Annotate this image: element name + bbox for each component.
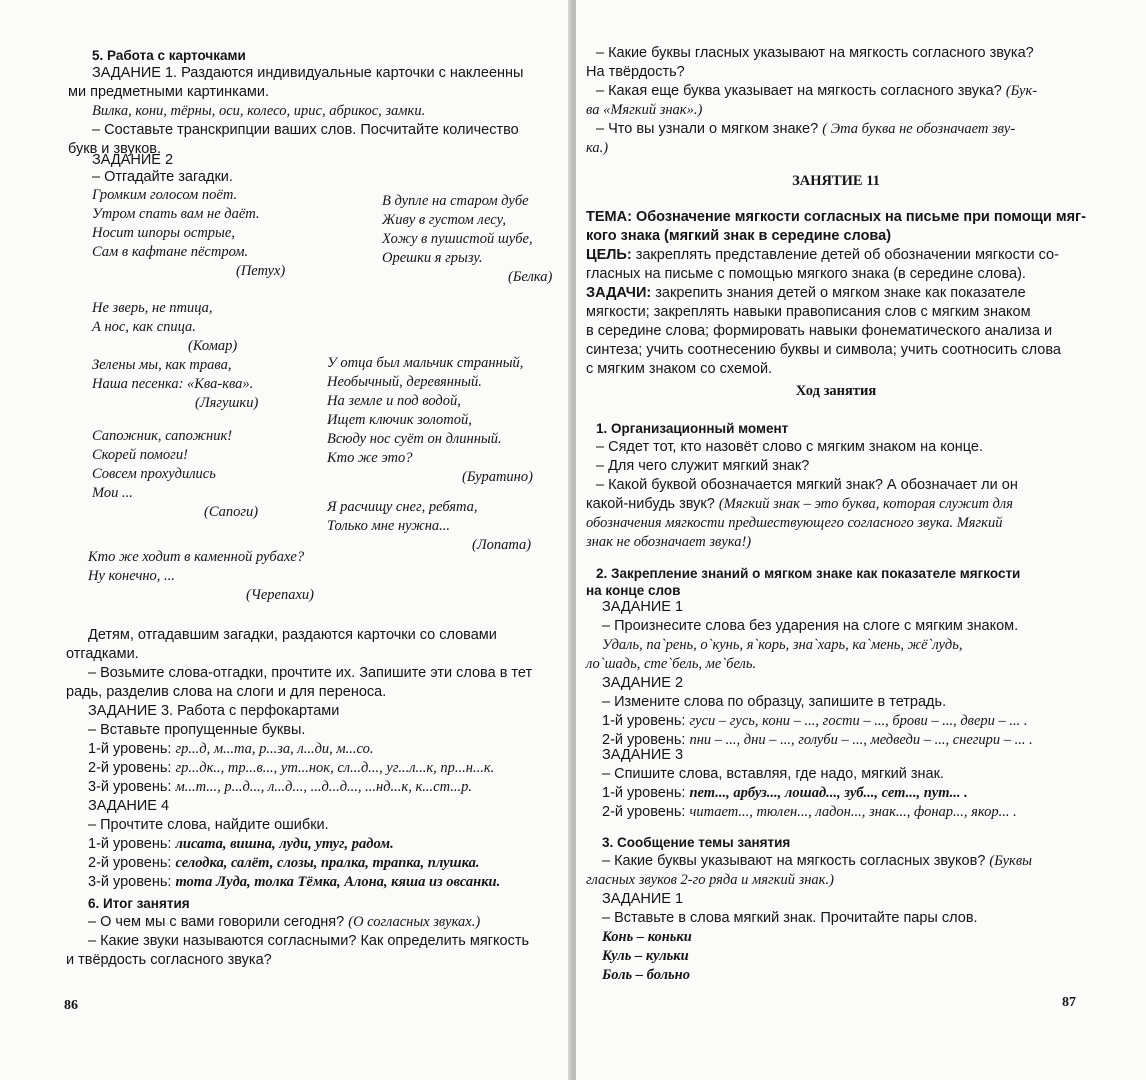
- question-3-line-2: ка.): [586, 140, 609, 156]
- para-cards-line-1: Детям, отгадавшим загадки, раздаются карточки со словами: [88, 627, 497, 643]
- task-3-level-2: 2-й уровень: гр...дк.., тр...в..., ут...нок, сл...д..., уг...л...к, пр...н...к.: [88, 760, 495, 776]
- word-pair: Куль – кульки: [602, 948, 689, 964]
- task-4-level-2: 2-й уровень: селодка, салёт, слозы, пралка, трапка, плушка.: [88, 855, 480, 871]
- lesson-progress-heading: Ход занятия: [795, 383, 877, 399]
- section-3-question-line-2: гласных звуков 2-го ряда и мягкий знак.): [586, 872, 834, 888]
- riddle-6-line: Совсем прохудились: [92, 466, 216, 482]
- task-3-title: ЗАДАНИЕ 3: [602, 747, 684, 763]
- goal-line-2: гласных на письме с помощью мягкого знака (в середине слова).: [586, 266, 1026, 282]
- topic-line-1: ТЕМА: Обозначение мягкости согласных на письме при помощи мяг-: [586, 209, 1086, 225]
- section-1-line: – Для чего служит мягкий знак?: [596, 458, 810, 474]
- task-1-words-line-2: ло`шадь, сте`бель, ме`бель.: [586, 656, 757, 672]
- objectives-line-5: с мягким знаком со схемой.: [586, 361, 773, 377]
- task-1-title: ЗАДАНИЕ 1: [602, 599, 684, 615]
- task-1b-instruction: – Вставьте в слова мягкий знак. Прочитайте пары слов.: [602, 910, 978, 926]
- task-1-line-1: ЗАДАНИЕ 1. Раздаются индивидуальные карточки с наклеенны: [92, 65, 524, 81]
- riddle-8-line: Кто же ходит в каменной рубахе?: [88, 549, 305, 565]
- task-1-words: Вилка, кони, тёрны, оси, колесо, ирис, абрикос, замки.: [92, 103, 426, 119]
- section-3-question-line-1: – Какие буквы указывают на мягкость согласных звуков? (Буквы: [602, 853, 1032, 869]
- objectives-line-1: ЗАДАЧИ: закрепить знания детей о мягком знаке как показателе: [586, 285, 1026, 301]
- task-2-instruction: – Измените слова по образцу, запишите в тетрадь.: [602, 694, 947, 710]
- task-1-line-4: букв и звуков.: [68, 141, 162, 157]
- task-1-words-line-1: Удаль, па`рень, о`кунь, я`корь, зна`харь, ка`мень, жё`лудь,: [602, 637, 963, 653]
- riddle-5-line: Кто же это?: [327, 450, 413, 466]
- para-write-line-2: радь, разделив слова на слоги и для переноса.: [66, 684, 387, 700]
- left-page: [0, 0, 572, 1080]
- question-1-line-2: На твёрдость?: [586, 64, 685, 80]
- task-4-title: ЗАДАНИЕ 4: [88, 798, 170, 814]
- task-3-level-3: 3-й уровень: м...т..., р...д..., л...д..., ...д...д..., ...нд...к, к...ст...р.: [88, 779, 472, 795]
- riddle-1-line: Сам в кафтане пёстром.: [92, 244, 249, 260]
- lesson-title: ЗАНЯТИЕ 11: [792, 173, 880, 189]
- riddle-8-line: Ну конечно, ...: [88, 568, 175, 584]
- right-page: [576, 0, 1146, 1080]
- riddle-2-line: В дупле на старом дубе: [382, 193, 529, 209]
- section-1-line: знак не обозначает звука!): [586, 534, 752, 550]
- task-3-instruction: – Вставьте пропущенные буквы.: [88, 722, 306, 738]
- riddle-6-line: Скорей помоги!: [92, 447, 188, 463]
- question-3-line-1: – Что вы узнали о мягком знаке? ( Эта буква не обозначает зву-: [596, 121, 1016, 137]
- riddle-1-line: Громким голосом поёт.: [92, 187, 238, 203]
- section-6-title: 6. Итог занятия: [88, 896, 190, 911]
- section-1-title: 1. Организационный момент: [596, 421, 789, 436]
- task-3-level-1: 1-й уровень: пет..., арбуз..., лошад..., зуб..., сет..., пут... .: [602, 785, 968, 801]
- section-3-title: 3. Сообщение темы занятия: [602, 835, 791, 850]
- riddle-1-answer: (Петух): [236, 263, 286, 279]
- task-2-level-2: 2-й уровень: пни – ..., дни – ..., голуби – ..., медведи – ..., снегири – ... .: [602, 732, 1033, 748]
- summary-question-1: – О чем мы с вами говорили сегодня? (О согласных звуках.): [88, 914, 481, 930]
- task-4-level-1: 1-й уровень: лисата, вишна, луди, утуг, радом.: [88, 836, 394, 852]
- section-2-title-line-1: 2. Закрепление знаний о мягком знаке как показателе мягкости: [596, 566, 1021, 581]
- riddle-4-line: Наша песенка: «Ква-ква».: [92, 376, 254, 392]
- section-1-line: – Сядет тот, кто назовёт слово с мягким знаком на конце.: [596, 439, 984, 455]
- riddle-2-line: Орешки я грызу.: [382, 250, 483, 266]
- task-2-instruction: – Отгадайте загадки.: [92, 169, 233, 185]
- section-5-title: 5. Работа с карточками: [92, 48, 246, 63]
- goal-line-1: ЦЕЛЬ: закреплять представление детей об обозначении мягкости со-: [586, 247, 1059, 263]
- riddle-2-answer: (Белка): [508, 269, 553, 285]
- section-1-line: обозначения мягкости предшествующего согласного звука. Мягкий: [586, 515, 1003, 531]
- task-3-instruction: – Спишите слова, вставляя, где надо, мягкий знак.: [602, 766, 944, 782]
- task-1-line-2: ми предметными картинками.: [68, 84, 269, 100]
- riddle-5-line: Необычный, деревянный.: [327, 374, 482, 390]
- task-2-level-1: 1-й уровень: гуси – гусь, кони – ..., гости – ..., брови – ..., двери – ... .: [602, 713, 1028, 729]
- question-2-line-1: – Какая еще буква указывает на мягкость согласного звука? (Бук-: [596, 83, 1038, 99]
- riddle-7-line: Только мне нужна...: [327, 518, 451, 534]
- objectives-line-3: в середине слова; формировать навыки фонематического анализа и: [586, 323, 1053, 339]
- task-3-title: ЗАДАНИЕ 3. Работа с перфокартами: [88, 703, 340, 719]
- riddle-5-answer: (Буратино): [462, 469, 533, 485]
- riddle-3-line: Не зверь, не птица,: [92, 300, 213, 316]
- section-1-line: – Какой буквой обозначается мягкий знак? А обозначает ли он: [596, 477, 1018, 493]
- page-number: 86: [64, 998, 78, 1013]
- summary-question-2-line-1: – Какие звуки называются согласными? Как определить мягкость: [88, 933, 530, 949]
- riddle-3-answer: (Комар): [188, 338, 238, 354]
- objectives-line-2: мягкости; закреплять навыки правописания слов с мягким знаком: [586, 304, 1031, 320]
- task-2-title: ЗАДАНИЕ 2: [92, 152, 174, 168]
- riddle-6-line: Сапожник, сапожник!: [92, 428, 233, 444]
- riddle-5-line: Всюду нос суёт он длинный.: [327, 431, 502, 447]
- riddle-7-line: Я расчищу снег, ребята,: [327, 499, 478, 515]
- task-1-instruction: – Произнесите слова без ударения на слоге с мягким знаком.: [602, 618, 1019, 634]
- task-3-level-2: 2-й уровень: читает..., тюлен..., ладон..., знак..., фонар..., якор... .: [602, 804, 1017, 820]
- riddle-8-answer: (Черепахи): [246, 587, 314, 603]
- summary-question-2-line-2: и твёрдость согласного звука?: [66, 952, 272, 968]
- riddle-2-line: Хожу в пушистой шубе,: [382, 231, 533, 247]
- task-1-line-3: – Составьте транскрипции ваших слов. Посчитайте количество: [92, 122, 519, 138]
- para-write-line-1: – Возьмите слова-отгадки, прочтите их. Запишите эти слова в тет: [88, 665, 533, 681]
- riddle-4-answer: (Лягушки): [195, 395, 259, 411]
- objectives-line-4: синтеза; учить соотнесению буквы и символа; учить соотносить слова: [586, 342, 1061, 358]
- word-pair: Конь – коньки: [602, 929, 692, 945]
- question-1-line-1: – Какие буквы гласных указывают на мягкость согласного звука?: [596, 45, 1034, 61]
- riddle-3-line: А нос, как спица.: [92, 319, 196, 335]
- riddle-1-line: Утром спать вам не даёт.: [92, 206, 260, 222]
- question-2-line-2: ва «Мягкий знак».): [586, 102, 703, 118]
- word-pair: Боль – больно: [602, 967, 690, 983]
- section-1-line: какой-нибудь звук? (Мягкий знак – это буква, которая служит для: [586, 496, 1013, 512]
- riddle-2-line: Живу в густом лесу,: [382, 212, 506, 228]
- section-2-title-line-2: на конце слов: [586, 583, 681, 598]
- topic-line-2: кого знака (мягкий знак в середине слова): [586, 228, 892, 244]
- task-4-instruction: – Прочтите слова, найдите ошибки.: [88, 817, 329, 833]
- page-number: 87: [1062, 995, 1076, 1010]
- riddle-5-line: Ищет ключик золотой,: [327, 412, 472, 428]
- para-cards-line-2: отгадками.: [66, 646, 139, 662]
- riddle-5-line: У отца был мальчик странный,: [327, 355, 524, 371]
- riddle-6-answer: (Сапоги): [204, 504, 259, 520]
- riddle-5-line: На земле и под водой,: [327, 393, 461, 409]
- riddle-6-line: Мои ...: [92, 485, 133, 501]
- task-1b-title: ЗАДАНИЕ 1: [602, 891, 684, 907]
- riddle-4-line: Зелены мы, как трава,: [92, 357, 232, 373]
- task-4-level-3: 3-й уровень: тота Луда, толка Тёмка, Алона, кяша из овсанки.: [88, 874, 501, 890]
- task-2-title: ЗАДАНИЕ 2: [602, 675, 684, 691]
- riddle-7-answer: (Лопата): [472, 537, 532, 553]
- task-3-level-1: 1-й уровень: гр...д, м...та, р...за, л...ди, м...со.: [88, 741, 374, 757]
- riddle-1-line: Носит шпоры острые,: [92, 225, 235, 241]
